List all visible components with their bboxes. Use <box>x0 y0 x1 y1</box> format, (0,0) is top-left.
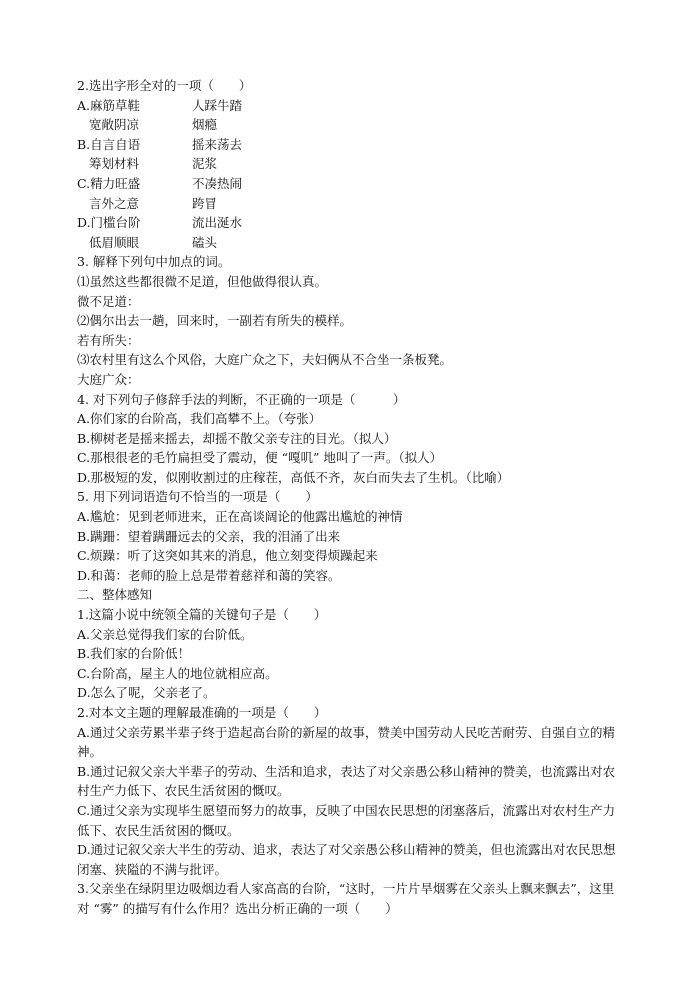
p1-stem: 1.这篇小说中统领全篇的关键句子是（ ） <box>77 607 327 623</box>
p2-option-a: A.通过父亲劳累半辈子终于造起高台阶的新屋的故事，赞美中国劳动人民吃苦耐劳、自强自立的精神。 <box>77 724 616 760</box>
q5-option-b: B.蹒跚：望着蹒跚远去的父亲，我的泪涌了出来 <box>77 528 341 544</box>
p1-option-c: C.台阶高，屋主人的地位就相应高。 <box>77 665 278 681</box>
p1-option-d: D.怎么了呢，父亲老了。 <box>77 685 216 701</box>
q3-sentence-1: ⑴虽然这些都很微不足道，但他做得很认真。 <box>77 273 328 289</box>
q2-a1-right: 人踩牛踏 <box>192 97 243 113</box>
q3-word-3: 大庭广众： <box>77 371 140 387</box>
q2-option-c-row1 <box>77 174 625 194</box>
q3-word-2: 若有所失： <box>77 332 140 348</box>
p2-stem: 2.对本文主题的理解最准确的一项是（ ） <box>77 705 327 720</box>
p1-option-a: A.父亲总觉得我们家的台阶低。 <box>77 626 253 642</box>
q2-d2-right: 磕头 <box>192 234 218 250</box>
p3-stem: 3.父亲坐在绿阴里边吸烟边看人家高高的台阶，“这时，一片片旱烟雾在父亲头上飘来飘去”，这里对 “雾” 的描写有什么作用？选出分析正确的一项（ ） <box>77 881 615 916</box>
q5-option-a: A.尴尬：见到老师进来，正在高谈阔论的他露出尴尬的神情 <box>77 509 403 525</box>
q3-stem: 3. 解释下列句中加点的词。 <box>77 254 231 270</box>
q4-stem: 4. 对下列句子修辞手法的判断，不正确的一项是（ ） <box>77 391 406 407</box>
q3-word-1: 微不足道： <box>77 293 140 309</box>
q4-option-b: B.柳树老是摇来摇去，却摇不散父亲专注的目光。（拟人） <box>77 430 397 446</box>
q4-option-d: D.那极短的发，似刚收割过的庄稼茬，高低不齐，灰白而失去了生机。（比喻） <box>77 469 510 485</box>
q2-d2-left: 低眉顺眼 <box>89 234 140 250</box>
q2-c1-left: C.精力旺盛 <box>77 175 141 191</box>
q2-option-d-row1 <box>77 213 625 233</box>
q2-b2-left: 筹划材料 <box>89 156 140 172</box>
section-heading: 二、整体感知 <box>77 587 153 603</box>
q2-b1-left: B.自言自语 <box>77 136 141 152</box>
p1-option-b: B.我们家的台阶低！ <box>77 646 191 662</box>
q2-option-a-row1 <box>77 96 625 116</box>
q2-a1-left: A.麻筋草鞋 <box>77 97 141 113</box>
q5-option-c: C.烦躁：听了这突如其来的消息，他立刻变得烦躁起来 <box>77 548 378 564</box>
q3-sentence-3: ⑶农村里有这么个风俗，大庭广众之下，夫妇俩从不合坐一条板凳。 <box>77 352 453 368</box>
p2-option-b: B.通过记叙父亲大半辈子的劳动、生活和追求，表达了对父亲愚公移山精神的赞美，也流露出对农村生产力低下、农民生活贫困的慨叹。 <box>77 763 616 799</box>
q5-option-d: D.和蔼：老师的脸上总是带着慈祥和蔼的笑容。 <box>77 567 341 583</box>
p2-option-d: D.通过记叙父亲大半生的劳动、追求，表达了对父亲愚公移山精神的赞美，但也流露出对农民思想闭塞、狭隘的不满与批评。 <box>77 842 616 877</box>
p2-option-c: C.通过父亲为实现毕生愿望而努力的故事，反映了中国农民思想的闭塞落后，流露出对农村生产力低下、农民生活贫困的慨叹。 <box>77 802 616 838</box>
q4-option-a: A.你们家的台阶高，我们高攀不上。（夸张） <box>77 411 322 427</box>
q2-option-b-row1 <box>77 135 625 155</box>
q2-b1-right: 摇来荡去 <box>192 136 243 152</box>
q3-sentence-2: ⑵偶尔出去一趟，回来时，一副若有所失的模样。 <box>77 313 353 329</box>
q2-option-b-row2 <box>77 154 625 174</box>
q2-c1-right: 不凑热闹 <box>192 175 243 191</box>
q2-stem: 2.选出字形全对的一项（ ） <box>77 78 252 93</box>
question-content <box>77 76 625 919</box>
q2-a2-right: 烟瘾 <box>192 117 218 133</box>
q2-option-c-row2 <box>77 194 625 214</box>
q2-option-a-row2 <box>77 115 625 135</box>
q4-option-c: C.那根很老的毛竹扁担受了震动，便 “嘎叽” 地叫了一声。（拟人） <box>77 450 443 466</box>
q2-d1-left: D.门槛台阶 <box>77 215 141 231</box>
q2-b2-right: 泥浆 <box>192 156 218 172</box>
q2-a2-left: 宽敞阴凉 <box>89 117 140 133</box>
q5-stem: 5. 用下列词语造句不恰当的一项是（ ） <box>77 489 318 505</box>
q2-c2-left: 言外之意 <box>89 195 140 211</box>
q2-c2-right: 跨冒 <box>192 195 218 211</box>
q2-option-d-row2 <box>77 233 625 253</box>
q2-d1-right: 流出涎水 <box>192 215 243 231</box>
